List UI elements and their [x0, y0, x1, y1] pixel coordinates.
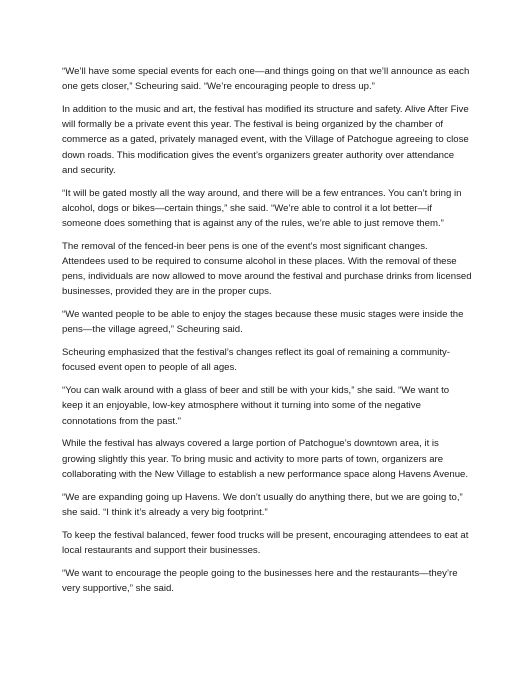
- paragraph: In addition to the music and art, the festival has modified its structure and safety. Alive After Five will formally be a private event this year. The festival is being organized by the chamber of commerce as a gated, privately managed event, with the Village of Patchogue agreeing to close down roads. This modification gives the event’s organizers greater authority over attendance and security.: [62, 104, 469, 176]
- paragraph: “We are expanding going up Havens. We don’t usually do anything there, but we are going to,” she said. “I think it’s already a very big footprint.”: [62, 491, 463, 518]
- paragraph: While the festival has always covered a large portion of Patchogue’s downtown area, it is growing slightly this year. To bring music and activity to more parts of town, organizers are collaborating with the New Village to establish a new performance space along Havens Avenue.: [62, 438, 469, 480]
- paragraph: Scheuring emphasized that the festival’s changes reflect its goal of remaining a community-focused event open to people of all ages.: [62, 347, 451, 374]
- paragraph: “We’ll have some special events for each one—and things going on that we’ll announce as each one gets closer,” Scheuring said. “We’re encouraging people to dress up.”: [62, 66, 470, 93]
- paragraph: The removal of the fenced-in beer pens is one of the event’s most significant changes. Attendees used to be required to consume alcohol in these places. With the removal of these pens, individuals are now allowed to move around the festival and purchase drinks from licensed businesses, provided they are in the proper cups.: [62, 240, 472, 298]
- paragraph: “It will be gated mostly all the way around, and there will be a few entrances. You can’t bring in alcohol, dogs or bikes—certain things,” she said. “We’re able to control it a lot better—if someone does something that is against any of the rules, we’re able to just remove them.”: [62, 187, 462, 230]
- article-body: [62, 64, 472, 604]
- paragraph: “We wanted people to be able to enjoy the stages because these music stages were inside the pens—the village agreed,” Scheuring said.: [62, 309, 464, 336]
- paragraph: To keep the festival balanced, fewer food trucks will be present, encouraging attendees to eat at local restaurants and support their businesses.: [62, 529, 469, 556]
- paragraph: “You can walk around with a glass of beer and still be with your kids,” she said. “We want to keep it an enjoyable, low-key atmosphere without it turning into some of the negative connotations from the past.”: [62, 385, 450, 427]
- paragraph: “We want to encourage the people going to the businesses here and the restaurants—they’re very supportive,” she said.: [62, 567, 458, 594]
